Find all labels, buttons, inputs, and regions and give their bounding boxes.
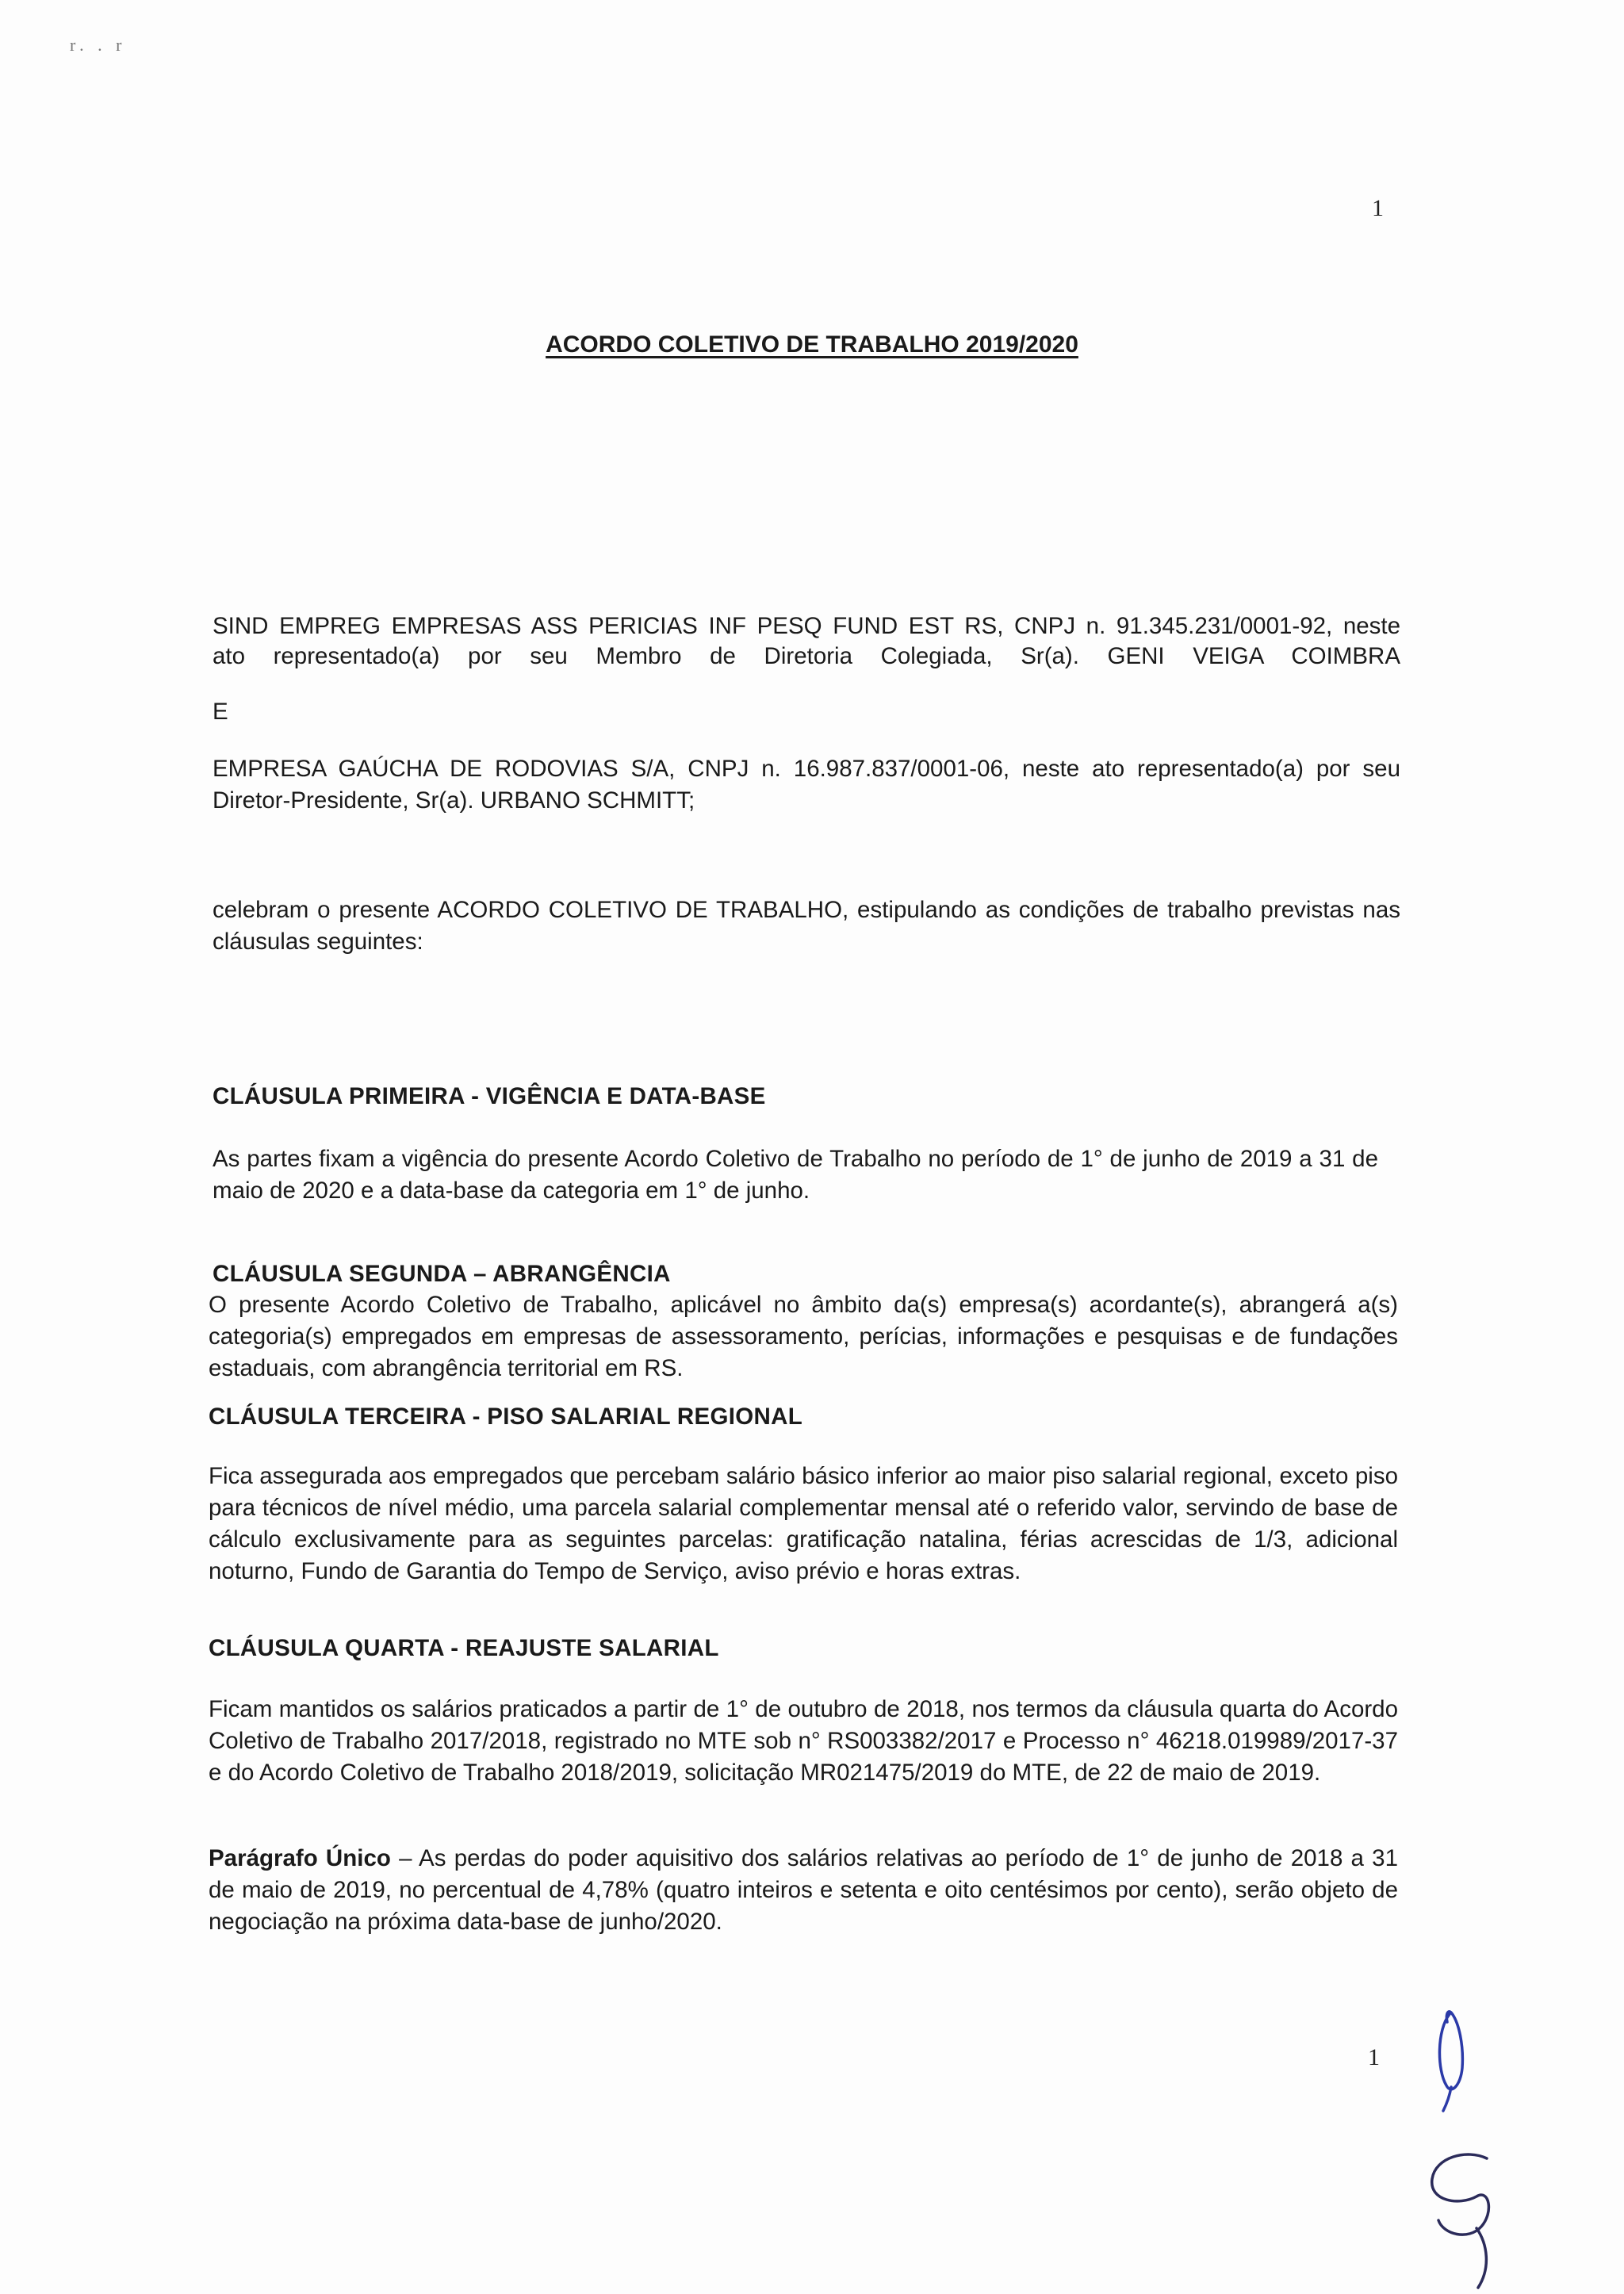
party1-line2: ato representado(a) por seu Membro de Diretoria Colegiada, Sr(a). GENI VEIGA COIMBRA <box>213 643 1400 669</box>
page-number-top: 1 <box>1372 195 1384 221</box>
clause-4-text: Ficam mantidos os salários praticados a partir de 1° de outubro de 2018, nos termos da cláusula quarta do Acordo Coletivo de Trabalho 2017/2018, registrado no MTE sob n° RS003382/2017 e Processo n° 46218.019989/2017-37 e do Acordo Coletivo de Trabalho 2018/2019, solicitação MR021475/2019 do MTE, de 22 de maio de 2019. <box>209 1696 1398 1786</box>
conjunction: E <box>213 699 228 725</box>
party2-line2: Diretor-Presidente, Sr(a). URBANO SCHMITT; <box>213 787 695 814</box>
page-number-bottom: 1 <box>1368 2044 1380 2070</box>
party1-line1: SIND EMPREG EMPRESAS ASS PERICIAS INF PESQ FUND EST RS, CNPJ n. 91.345.231/0001-92, neste <box>213 613 1400 639</box>
clause-1-text: As partes fixam a vigência do presente Acordo Coletivo de Trabalho no período de 1° de junho de 2019 a 31 de maio de 2020 e a data-base da categoria em 1° de junho. <box>213 1146 1378 1204</box>
initials-signature-1 <box>1419 1998 1491 2117</box>
initials-signature-2 <box>1411 2141 1522 2292</box>
party2-line1: EMPRESA GAÚCHA DE RODOVIAS S/A, CNPJ n. 16.987.837/0001-06, neste ato representado(a) por seu <box>213 756 1400 782</box>
clause-3-heading: CLÁUSULA TERCEIRA - PISO SALARIAL REGIONAL <box>209 1404 803 1430</box>
clause-4-single-paragraph <box>209 1843 1398 1938</box>
paragraph-text: – As perdas do poder aquisitivo dos salários relativas ao período de 1° de junho de 2018 a 31 de maio de 2019, no percentual de 4,78% (quatro inteiros e setenta e oito centésimos por cento), serão objeto de negociação na próxima data-base de junho/2020. <box>209 1845 1398 1935</box>
document-title: ACORDO COLETIVO DE TRABALHO 2019/2020 <box>546 331 1078 358</box>
intro-paragraph: celebram o presente ACORDO COLETIVO DE TRABALHO, estipulando as condições de trabalho previstas nas cláusulas seguintes: <box>213 897 1400 955</box>
clause-2-text: O presente Acordo Coletivo de Trabalho, aplicável no âmbito da(s) empresa(s) acordante(s), abrangerá a(s) categoria(s) empregados em empresas de assessoramento, perícias, informações e pesquisas e de fundações estaduais, com abrangência territorial em RS. <box>209 1292 1398 1381</box>
clause-2-heading: CLÁUSULA SEGUNDA – ABRANGÊNCIA <box>213 1261 671 1287</box>
clause-3-text: Fica assegurada aos empregados que percebam salário básico inferior ao maior piso salarial regional, exceto piso para técnicos de nível médio, uma parcela salarial complementar mensal até o referido valor, servindo de base de cálculo exclusivamente para as seguintes parcelas: gratificação natalina, férias acrescidas de 1/3, adicional noturno, Fundo de Garantia do Tempo de Serviço, aviso prévio e horas extras. <box>209 1463 1398 1584</box>
clause-1-heading: CLÁUSULA PRIMEIRA - VIGÊNCIA E DATA-BASE <box>213 1083 766 1109</box>
clause-4-heading: CLÁUSULA QUARTA - REAJUSTE SALARIAL <box>209 1635 719 1661</box>
scan-artifact: r. . r <box>70 35 127 55</box>
paragraph-label: Parágrafo Único <box>209 1845 391 1871</box>
